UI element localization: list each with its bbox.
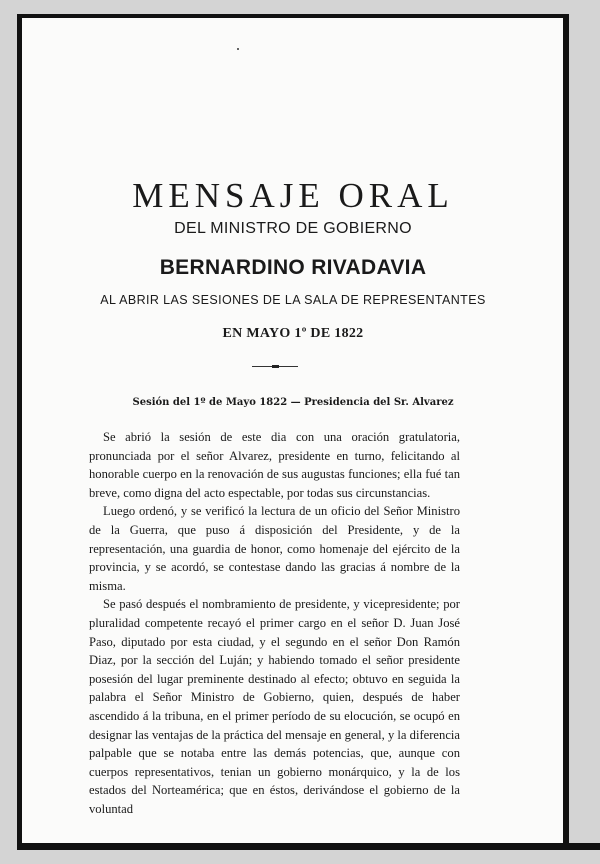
scan-border-bottom [17, 843, 600, 850]
ink-speck [237, 48, 239, 50]
scan-border-right [563, 14, 569, 848]
body-text [89, 428, 460, 818]
document-title: MENSAJE ORAL [132, 176, 454, 215]
author-name: BERNARDINO RIVADAVIA [159, 256, 427, 279]
ornament-center [272, 365, 279, 368]
scan-border-left [17, 14, 22, 848]
paragraph-1: Se abrió la sesión de este dia con una oración gratulatoria, pronunciada por el señor Alvarez, presidente en turno, felicitando al honorable cuerpo en la renovación de sus augustas funciones; ella fué tan breve, como digna del acto espectable, por todas sus circunstancias. [89, 430, 460, 500]
paragraph-3: Se pasó después el nombramiento de presidente, y vicepresidente; por pluralidad competente recayó el primer cargo en el señor D. Juan José Paso, diputado por esta ciudad, y el segundo en el señor Don Ramón Diaz, por la sección del Luján; y habiendo tomado el señor presidente posesión del lugar preminente destinado al efecto; obtuvo en seguida la palabra el Señor Ministro de Gobierno, quien, después de haber ascendido á la tribuna, en el primer período de su elocución, se ocupó en designar las ventajas de la práctica del mensaje en general, y la diferencia palpable que se notaba entre las demás potencias, que, aunque con cuerpos representativos, tenian un gobierno monárquico, y la de los estados del Norteamérica; que en éstos, derivándose el gobierno de la voluntad [89, 597, 460, 816]
ornament-divider [252, 365, 298, 369]
session-heading: Sesión del 1º de Mayo 1822 — Presidencia del Sr. Alvarez [132, 397, 454, 408]
scan-border-top [20, 14, 566, 18]
ministro-line: DEL MINISTRO DE GOBIERNO [174, 220, 412, 237]
paragraph-2: Luego ordenó, y se verificó la lectura de un oficio del Señor Ministro de la Guerra, que puso á disposición del Presidente, y de la representación, una guardia de honor, como homenaje del ejército de la provincia, y se acordó, se contestase dando las gracias á nombre de la misma. [89, 504, 460, 593]
occasion-line: AL ABRIR LAS SESIONES DE LA SALA DE REPRESENTANTES [100, 293, 486, 307]
date-line: EN MAYO 1º DE 1822 [222, 326, 364, 341]
